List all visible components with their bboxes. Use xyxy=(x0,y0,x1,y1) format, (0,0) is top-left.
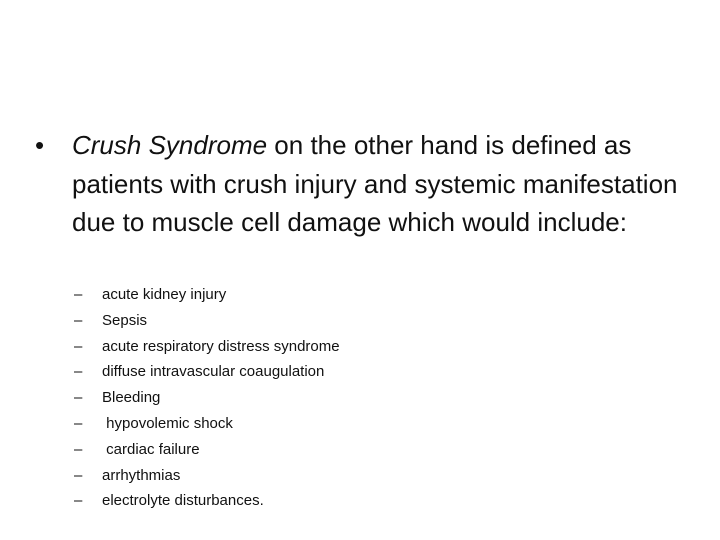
list-item-text: acute kidney injury xyxy=(102,286,227,303)
list-item-text: Bleeding xyxy=(102,389,161,407)
main-bullet-text xyxy=(72,126,685,242)
list-item xyxy=(74,411,494,437)
list-item xyxy=(74,308,494,334)
main-bullet xyxy=(35,126,685,242)
list-item xyxy=(74,463,494,489)
dash-icon: – xyxy=(74,466,83,484)
list-item xyxy=(74,488,494,514)
dash-icon: – xyxy=(74,389,83,407)
dash-icon: – xyxy=(74,286,83,303)
dash-icon: – xyxy=(74,440,83,458)
crush-syndrome-term: Crush Syndrome xyxy=(72,130,268,160)
list-item-text: diffuse intravascular coaugulation xyxy=(102,363,325,381)
list-item-text: Sepsis xyxy=(102,311,148,329)
manifestation-list xyxy=(74,282,494,514)
list-item xyxy=(74,282,494,308)
list-item xyxy=(74,385,494,411)
dash-icon: – xyxy=(74,363,83,381)
dash-icon: – xyxy=(74,492,83,510)
dash-icon: – xyxy=(74,337,83,355)
list-item-text: cardiac failure xyxy=(102,440,200,458)
list-item xyxy=(74,359,494,385)
list-item-text: electrolyte disturbances. xyxy=(102,492,264,510)
bullet-dot-icon: • xyxy=(35,130,45,160)
dash-icon: – xyxy=(74,414,83,432)
list-item-text: hypovolemic shock xyxy=(102,414,233,432)
list-item-text: acute respiratory distress syndrome xyxy=(102,337,340,355)
dash-icon: – xyxy=(74,311,83,329)
list-item-text: arrhythmias xyxy=(102,466,181,484)
main-definition-text: on the other hand is defined as patients with crush injury and systemic manifestation due to muscle cell damage which would include: xyxy=(72,130,678,237)
list-item xyxy=(74,334,494,360)
list-item xyxy=(74,437,494,463)
